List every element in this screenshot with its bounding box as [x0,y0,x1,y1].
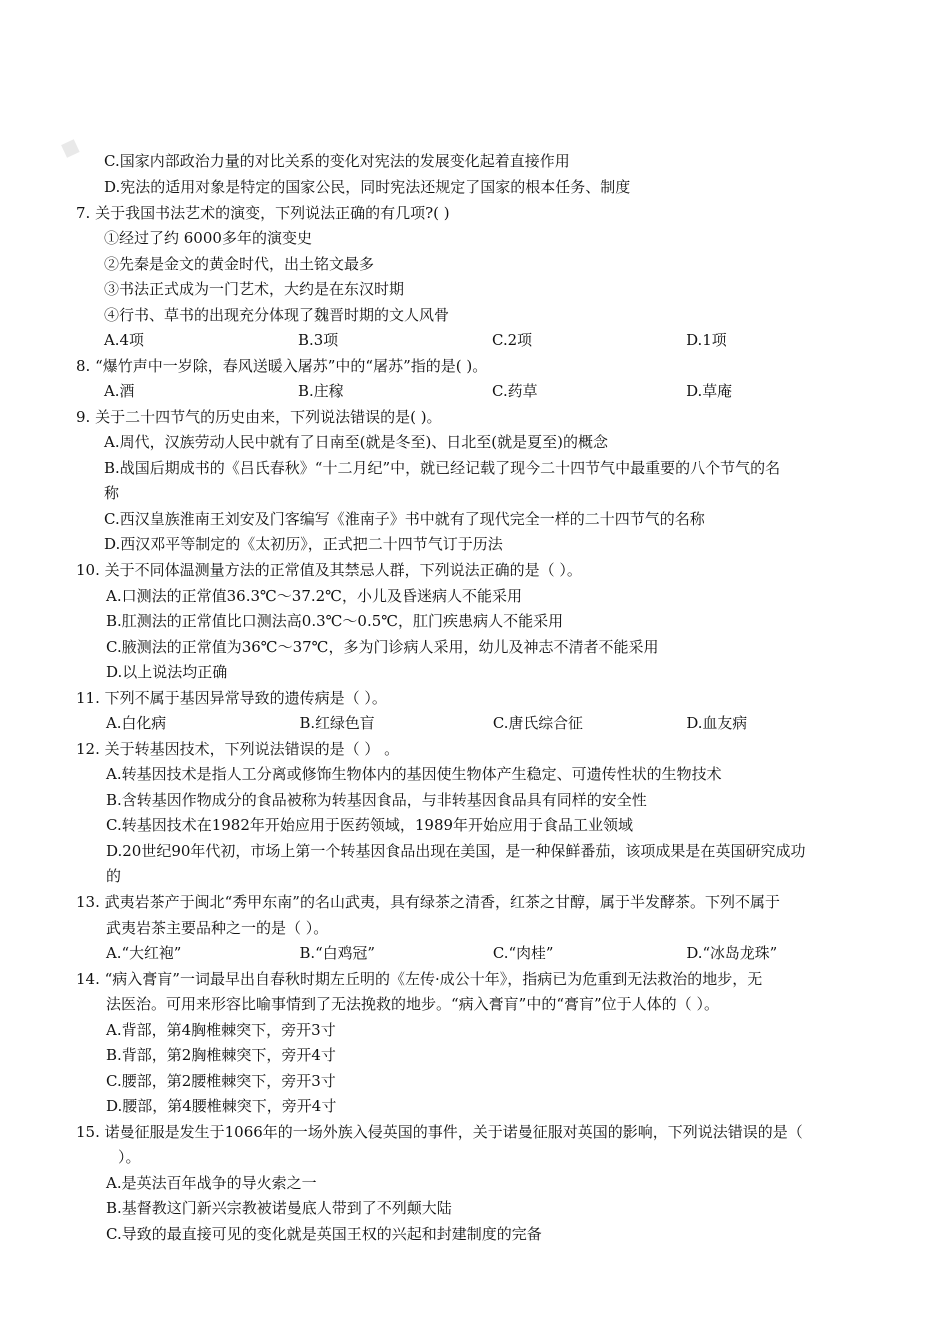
q9-option-d: D.西汉邓平等制定的《太初历》，正式把二十四节气订于历法 [104,535,503,553]
q14-option-c: C.腰部，第2腰椎棘突下，旁开3寸 [106,1072,336,1090]
q13-option-d: D.“冰岛龙珠” [686,944,778,962]
q8-option-a: A.酒 [104,382,135,400]
q14-option-a: A.背部，第4胸椎棘突下，旁开3寸 [106,1021,336,1039]
q12-option-a: A.转基因技术是指人工分离或修饰生物体内的基因使生物体产生稳定、可遗传性状的生物技术 [106,765,722,783]
q10-option-a: A.口测法的正常值36.3℃～37.2℃，小儿及昏迷病人不能采用 [106,587,522,605]
q15-option-b: B.基督教这门新兴宗教被诺曼底人带到了不列颠大陆 [106,1199,452,1217]
q7-item-1: ①经过了约 6000多年的演变史 [104,229,312,247]
q11-option-d: D.血友病 [686,714,748,732]
q8-option-d: D.草庵 [686,382,733,400]
q15-option-c: C.导致的最直接可见的变化就是英国王权的兴起和封建制度的完备 [106,1225,542,1243]
q6-option-d: D.宪法的适用对象是特定的国家公民，同时宪法还规定了国家的根本任务、制度 [104,178,631,196]
q13-option-a: A.“大红袍” [106,944,182,962]
q10-option-c: C.腋测法的正常值为36℃～37℃，多为门诊病人采用，幼儿及神志不清者不能采用 [106,638,659,656]
q12-stem: 12. 关于转基因技术，下列说法错误的是（ ） 。 [76,740,400,758]
q12-option-d-cont: 的 [106,867,122,885]
q9-stem: 9. 关于二十四节气的历史由来，下列说法错误的是( )。 [76,408,442,426]
q11-options [106,713,880,733]
q8-option-b: B.庄稼 [298,382,344,400]
q15-stem: 15. 诺曼征服是发生于1066年的一场外族入侵英国的事件，关于诺曼征服对英国的影响，下列说法错误的是（ [76,1123,803,1141]
q14-option-b: B.背部，第2胸椎棘突下，旁开4寸 [106,1046,336,1064]
q11-option-a: A.白化病 [106,714,167,732]
q11-option-b: B.红绿色盲 [299,714,375,732]
q6-option-c: C.国家内部政治力量的对比关系的变化对宪法的发展变化起着直接作用 [104,152,570,170]
q11-stem: 11. 下列不属于基因异常导致的遗传病是（ ）。 [76,689,387,707]
q13-stem: 13. 武夷岩茶产于闽北“秀甲东南”的名山武夷，具有绿茶之清香，红茶之甘醇，属于半发酵茶。下列不属于 [76,893,780,911]
q7-option-b: B.3项 [298,331,339,349]
q7-item-3: ③书法正式成为一门艺术，大约是在东汉时期 [104,280,405,298]
q7-stem: 7. 关于我国书法艺术的演变，下列说法正确的有几项?( ) [76,204,450,222]
q14-stem-cont: 法医治。可用来形容比喻事情到了无法挽救的地步。“病入膏肓”中的“膏肓”位于人体的（ ）。 [106,995,719,1013]
q14-option-d: D.腰部，第4腰椎棘突下，旁开4寸 [106,1097,337,1115]
q13-stem-cont: 武夷岩茶主要品种之一的是（ ）。 [106,919,329,937]
q7-option-c: C.2项 [492,331,533,349]
q10-stem: 10. 关于不同体温测量方法的正常值及其禁忌人群，下列说法正确的是（ ）。 [76,561,582,579]
q7-options [104,330,880,350]
q13-option-b: B.“白鸡冠” [299,944,375,962]
q12-option-b: B.含转基因作物成分的食品被称为转基因食品，与非转基因食品具有同样的安全性 [106,791,647,809]
q15-stem-cont: ）。 [118,1148,141,1166]
q15-option-a: A.是英法百年战争的导火索之一 [106,1174,317,1192]
q8-option-c: C.药草 [492,382,538,400]
q10-option-b: B.肛测法的正常值比口测法高0.3℃～0.5℃，肛门疾患病人不能采用 [106,612,564,630]
q14-stem: 14. “病入膏肓”一词最早出自春秋时期左丘明的《左传·成公十年》，指病已为危重到无法救治的地步，无 [76,970,763,988]
q7-item-2: ②先秦是金文的黄金时代，出土铭文最多 [104,255,375,273]
q7-item-4: ④行书、草书的出现充分体现了魏晋时期的文人风骨 [104,306,450,324]
q7-option-d: D.1项 [686,331,727,349]
q8-stem: 8. “爆竹声中一岁除，春风送暖入屠苏”中的“屠苏”指的是( )。 [76,357,488,375]
q13-options [106,943,880,963]
q12-option-c: C.转基因技术在1982年开始应用于医药领域，1989年开始应用于食品工业领域 [106,816,634,834]
q9-option-b-cont: 称 [104,484,120,502]
q9-option-a: A.周代，汉族劳动人民中就有了日南至(就是冬至)、日北至(就是夏至)的概念 [104,433,609,451]
q10-option-d: D.以上说法均正确 [106,663,228,681]
q9-option-b: B.战国后期成书的《吕氏春秋》“十二月纪”中，就已经记载了现今二十四节气中最重要的八个节气的名 [104,459,781,477]
q11-option-c: C.唐氏综合征 [492,714,583,732]
q13-option-c: C.“肉桂” [492,944,554,962]
watermark: ▪ [53,127,86,166]
q12-option-d: D.20世纪90年代初，市场上第一个转基因食品出现在美国，是一种保鲜番茄，该项成果是在英国研究成功 [106,842,806,860]
q7-option-a: A.4项 [104,331,144,349]
q8-options [104,381,880,401]
q9-option-c: C.西汉皇族淮南王刘安及门客编写《淮南子》书中就有了现代完全一样的二十四节气的名称 [104,510,705,528]
